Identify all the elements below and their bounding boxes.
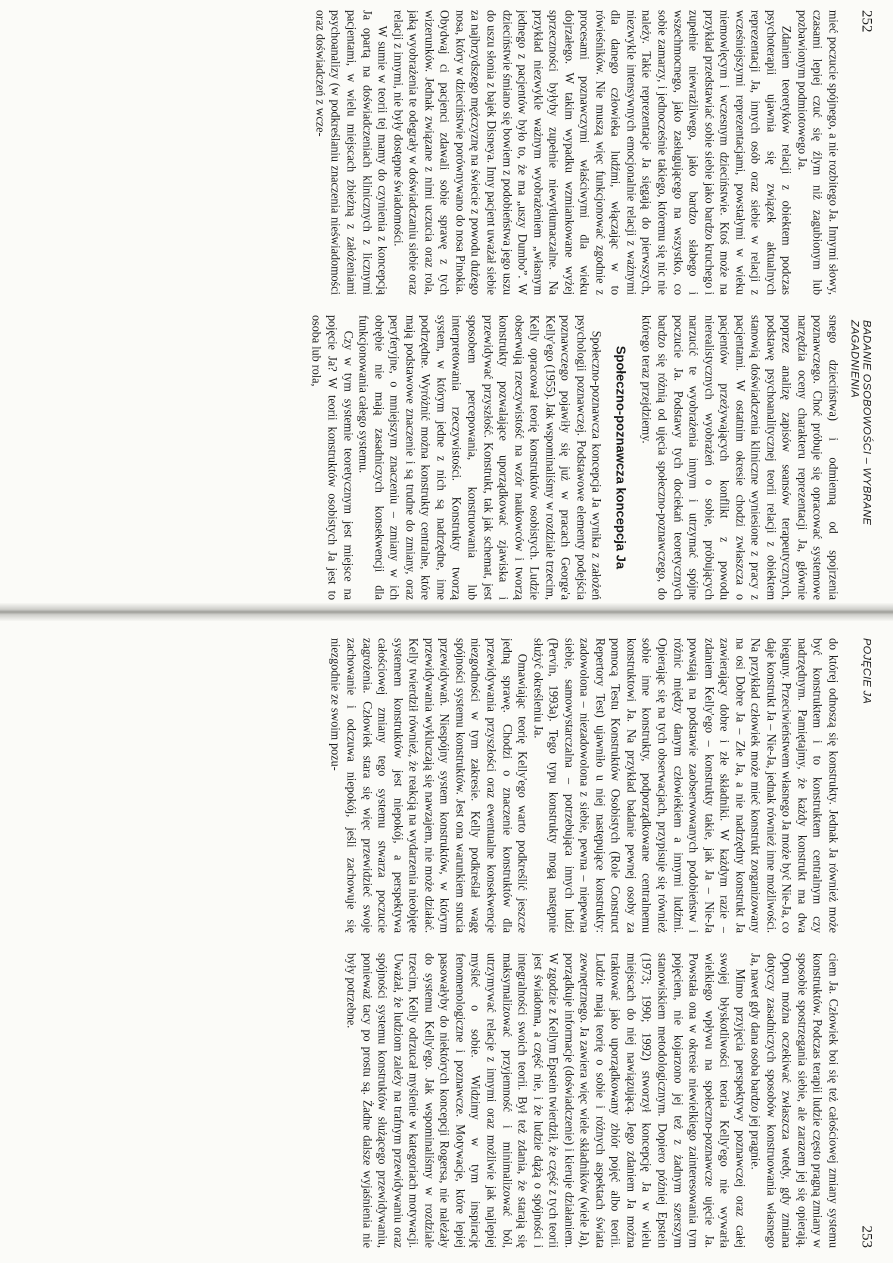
right-running-head: POJĘCIE JA: [860, 638, 872, 704]
paragraph: Omawiając teorię Kelly'ego warto podkreślić jeszcze jedną sprawę. Chodzi o znaczenie konstruktów dla przewidywania przyszłości oraz ewentualne konsekwencje niezgodności w tym zakresie. Kelly podkreślał wagę spójności systemu konstruktów. Jest ona warunkiem snucia przewidywań. Niespójny system konstruktów, w którym przewidywania wykluczają się nawzajem, nie może działać. Kelly twierdził również, że reakcją na wydarzenia nieobjęte systemem konstruktów jest niepokój, a perspektywa całościowej zmiany tego systemu stwarza poczucie zagrożenia. Człowiek stara się więc przewidzieć swoje zachowanie i odczuwa niepokój, jeśli zachowuje się niezgodnie ze swoim pozu-: [328, 638, 530, 933]
left-page-number: 252: [858, 10, 874, 33]
paragraph: mieć poczucie spójnego, a nie rozbitego Ja. Innymi słowy, czasami lepiej czuć się źlym niż zagubionym lub pozbawionym podmiotowego Ja.: [794, 10, 840, 295]
right-page-number: 253: [858, 1225, 874, 1248]
right-col-2: [19, 953, 840, 1248]
left-page: [19, 10, 874, 600]
left-page-columns: [19, 10, 840, 600]
left-col-2: [19, 315, 840, 600]
right-page: [19, 638, 874, 1248]
paragraph: snego dzieciństwa) i odmienną od spojrzenia poznawczego. Choć próbuje się opracować systemowe narzędzia oceny charakteru reprezentacji Ja, głównie poprzez analizę zapisów seansów terapeutycznych, podstawę psychoanalitycznej teorii relacji z obiektem stanowią doświadczenia kliniczne wyniesione z pracy z pacjentami. W ostatnim okresie chodzi zwłaszcza o pacjentów przeżywających konflikt z powodu nierealistycznych wyobrażeń o sobie, próbujących narzucić te wyobrażenia innym i utrzymać spójne poczucie Ja. Podstawy tych dociekań teoretycznych bardzo się różnią od ujęcia społeczno-poznawczego, do którego teraz przejdziemy.: [639, 315, 840, 600]
right-page-header: [852, 638, 874, 1248]
section-heading: Społeczno-poznawcza koncepcja Ja: [612, 345, 628, 570]
left-page-area: [0, 0, 893, 610]
right-page-area: [0, 623, 893, 1263]
left-col-1: [19, 10, 840, 295]
paragraph: do której odnoszą się konstrukty. Jednak Ja również może być konstruktem i to konstruktem centralnym czy nadrzędnym. Pamiętajmy, że każdy konstrukt ma dwa bieguny. Przeciwieństwem własnego Ja może być Nie-Ja, co daje konstrukt Ja – Nie-Ja, jednak również inne możliwości. Na przykład człowiek może mieć konstrukt zorganizowany na osi Dobre Ja – Złe Ja, a nie nadrzędny konstrukt Ja zawierający dobre i złe składniki. W każdym razie – zdaniem Kelly'ego – konstrukty takie, jak Ja – Nie-Ja powstają na podstawie zaobserwowanych podobieństw i różnic między danym człowiekiem a innymi ludźmi. Opierając się na tych obserwacjach, przypisuje się również sobie inne konstrukty, podporządkowane centralnemu konstruktowi Ja. Na przykład badanie pewnej osoby za pomocą Testu Konstruktów Osobistych (Role Construct Repertory Test) ujawniło u niej następujące konstrukty: zadowolona – niezadowolona z siebie, pewna – niepewna siebie, samowystarczalna – potrzebująca innych ludzi (Pervin, 1993a). Tego typu konstrukty mogą następnie służyć określeniu Ja.: [530, 638, 840, 933]
paragraph: W sumie w teorii tej mamy do czynienia z koncepcją Ja opartą na doświadczeniach klinicznych z licznymi pacjentami, w wielu miejscach zbieżną z założeniami psychoanalizy (w podkreślaniu znaczenia nieświadomości oraz doświadczeń z wcze-: [312, 10, 390, 295]
left-running-head: BADANIE OSOBOWOŚCI – WYBRANE ZAGADNIENIA: [848, 320, 872, 526]
paragraph: Zdaniem teoretyków relacji z obiektem podczas psychoterapii ujawnia się związek aktualnych reprezentacji Ja, innych osób oraz siebie w relacji z wcześniejszymi reprezentacjami, powstałymi w wieku niemowlęcym i wczesnym dzieciństwie. Ktoś może na przykład przedstawiać sobie siebie jako bardzo kruchego i zupełnie niewrażliwego, jako bardzo słabego i wszechmocnego, jako zasługującego na wszystko, co sobie zamarzy, i jednocześnie takiego, któremu się nic nie należy. Takie reprezentacje Ja sięgają do pierwszych, niezwykle intensywnych emocjonalnie relacji z ważnymi dla danego człowieka ludźmi, włączając w to rówieśników. Nie muszą więc funkcjonować zgodnie z procesami poznawczymi właściwymi dla wieku dojrzałego. W takim wypadku wzmiankowane wyżej sprzeczności byłyby zupełnie niewytłumaczalne. Na przykład niezwykle ważnym wyobrażeniem „własnym jednego z pacjentów było to, że ma „uszy Dumbo”. W dzieciństwie śmiano się bowiem z podobieństwa jego uszu do uszu słonia z bajek Disneya. Inny pacjent uważał siebie za najbrzydszego mężczyznę na świecie z powodu dużego nosa, który w dzieciństwie porównywano do nosa Pinokia. Obydwaj ci pacjenci zdawali sobie sprawę z tych wizerunków. Jednak związane z nimi uczucia oraz rola, jaką wyobrażenia te odegrały w doświadczaniu siebie oraz relacji z innymi, nie były dostępne świadomości.: [390, 10, 794, 295]
paragraph: ciem Ja. Człowiek boi się też całościowej zmiany systemu konstruktów. Podczas terapii ludzie często pragną zmiany w sposobie spostrzegania siebie, ale zarazem jej się opierają. Oporu można oczekiwać zwłaszcza wtedy, gdy zmiana dotyczy zasadniczych sposobów konstruowania własnego Ja, nawet gdy dana osoba bardzo jej pragnie.: [748, 953, 840, 1248]
paragraph: Społeczno-poznawcza koncepcja Ja wynika z założeń psychologii poznawczej. Podstawowe elementy podejścia poznawczego pojawiły się już w pracach George'a Kelly'ego (1955). Jak wspominaliśmy w rozdziale trzecim, Kelly opracował teorię konstruktów osobistych. Ludzie obserwują rzeczywistość na wzór naukowców i tworzą konstrukty pozwalające uporządkować zjawiska i przewidywać przyszłość. Konstrukt, tak jak schemat, jest sposobem percepowania, konstruowania lub interpretowania rzeczywistości. Konstrukty tworzą system, w którym jedne z nich są nadrzędne, inne podrzędne. Wyróżnić można konstrukty centralne, które mają podstawowe znaczenie i są trudne do zmiany, oraz peryferyjne, o mniejszym znaczeniu – zmiany w ich obrębie nie mają zasadniczych konsekwencji dla funkcjonowania całego systemu.: [356, 315, 604, 600]
book-gutter: [0, 603, 893, 621]
left-page-header: [848, 10, 874, 600]
paragraph: Czy w tym systemie teoretycznym jest miejsce na pojęcie Ja? W teorii konstruktów osobistych Ja jest to osoba lub rola,: [309, 315, 355, 600]
right-col-1: [19, 638, 840, 933]
right-page-columns: [19, 638, 840, 1248]
paragraph: Mimo przyjęcia perspektywy poznawczej oraz całej swojej błyskotliwości teoria Kelly'ego nie wywarła wielkiego wpływu na społeczno-poznawcze ujęcie Ja. Powstała ona w okresie niewielkiego zainteresowania tym pojęciem, nie kojarzono jej też z żadnym szerszym stanowiskiem metodologicznym. Dopiero później Epstein (1973; 1990; 1992) stworzył koncepcję Ja w wielu miejscach do niej nawiązującą. Jego zdaniem Ja można traktować jako uporządkowany zbiór pojęć albo teorii. Ludzie mają teorię o sobie i różnych aspektach świata zewnętrznego. Ja zawiera więc wiele składników (wiele Ja), porządkuje informacje (doświadczenie) i kieruje działaniem. W zgodzie z Kellym Epstein twierdził, że część z tych teorii jest świadoma, a część nie, i że ludzie dążą o spójności i integralności swoich teorii. Był też zdania, że starają się maksymalizować przyjemność i minimalizować ból, utrzymywać relacje z innymi oraz możliwie jak najlepiej myśleć o sobie. Widzimy w tym inspirację fenomenologiczne i poznawcze. Motywacje, które lepiej pasowałyby do niektórych koncepcji Rogersa, nie należały do systemu Kelly'ego. Jak wspominaliśmy w rozdziale trzecim, Kelly odrzucał myślenie w kategoriach motywacji. Uważał, że ludziom zależy na trafnym przewidywaniu oraz spójności systemu konstruktów służącego przewidywaniu, ponieważ tacy po prostu są. Żadne dalsze wyjaśnienia nie były potrzebne.: [344, 953, 747, 1248]
